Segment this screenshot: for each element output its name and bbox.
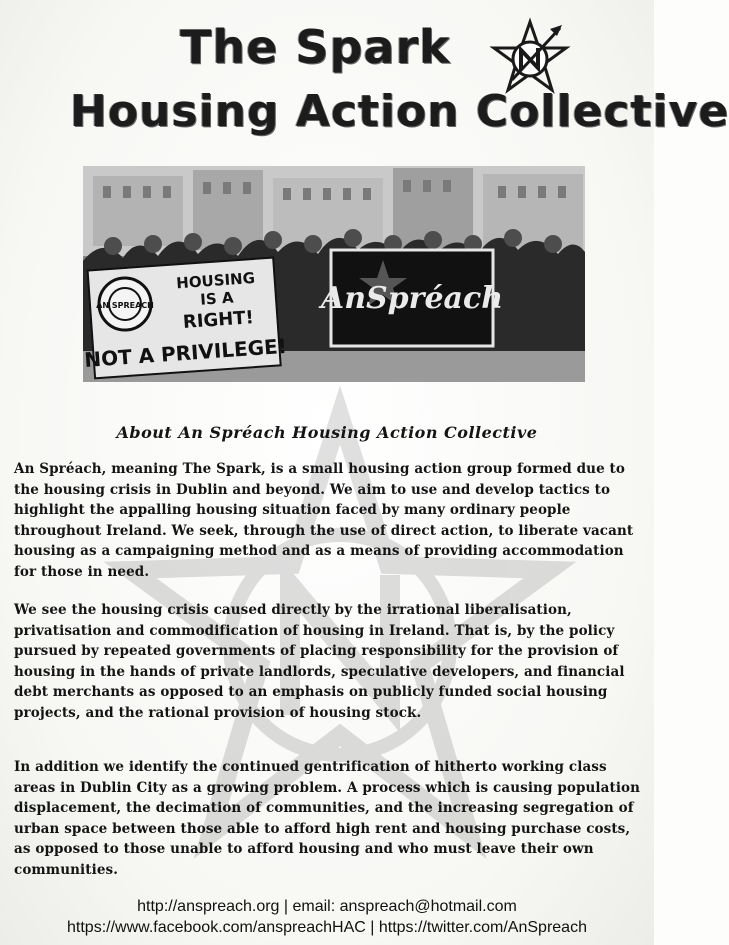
svg-text:IS A: IS A — [199, 288, 235, 309]
article-paragraph-1: An Spréach, meaning The Spark, is a small housing action group formed due to the housing crisis in Dublin and beyond. We aim to use and develop tactics to highlight the appalling housing situation faced by many ordinary people throughout Ireland. We seek, through the use of direct action, to liberate vacant housing as a campaigning method and as a means of providing accommodation for those in need. — [14, 461, 634, 580]
svg-text:HOUSING: HOUSING — [175, 268, 256, 293]
title-line-1: The Spark — [180, 20, 451, 74]
title-line-2: Housing Action Collective — [70, 86, 729, 137]
article-paragraph-3: In addition we identify the continued gentrification of hitherto working class areas in Dublin City as a growing problem. A process which is causing population displacement, the decimation of communities, and the increasing segregation of urban space between those able to afford high rent and housing purchase costs, as opposed to those unable to afford housing and who must leave their own communities. — [14, 759, 641, 878]
svg-text:AnSpréach: AnSpréach — [320, 281, 504, 316]
star-arrow-logo-icon — [490, 18, 570, 98]
svg-text:RIGHT!: RIGHT! — [182, 307, 255, 333]
svg-text:NOT A PRIVILEGE!: NOT A PRIVILEGE! — [83, 333, 288, 372]
article-paragraph-2: We see the housing crisis caused directly by the irrational liberalisation, privatisation and commodification of housing in Ireland. That is, by the policy pursued by repeated governments of placing responsibility for the provision of housing in the hands of private landlords, speculative developers, and financial debt merchants as opposed to an emphasis on publicly funded social housing projects, and the rational provision of housing stock. — [14, 602, 625, 721]
contact-website-email: http://anspreach.org | email: anspreach@hotmail.com — [137, 898, 517, 915]
banner-anspreach — [318, 250, 503, 346]
svg-text:AN SPREACH: AN SPREACH — [96, 301, 154, 310]
banner-housing-right — [79, 258, 288, 379]
article-heading: About An Spréach Housing Action Collective — [116, 423, 538, 442]
protest-photo — [83, 166, 585, 382]
contact-social-links: https://www.facebook.com/anspreachHAC | https://twitter.com/AnSpreach — [67, 919, 587, 936]
